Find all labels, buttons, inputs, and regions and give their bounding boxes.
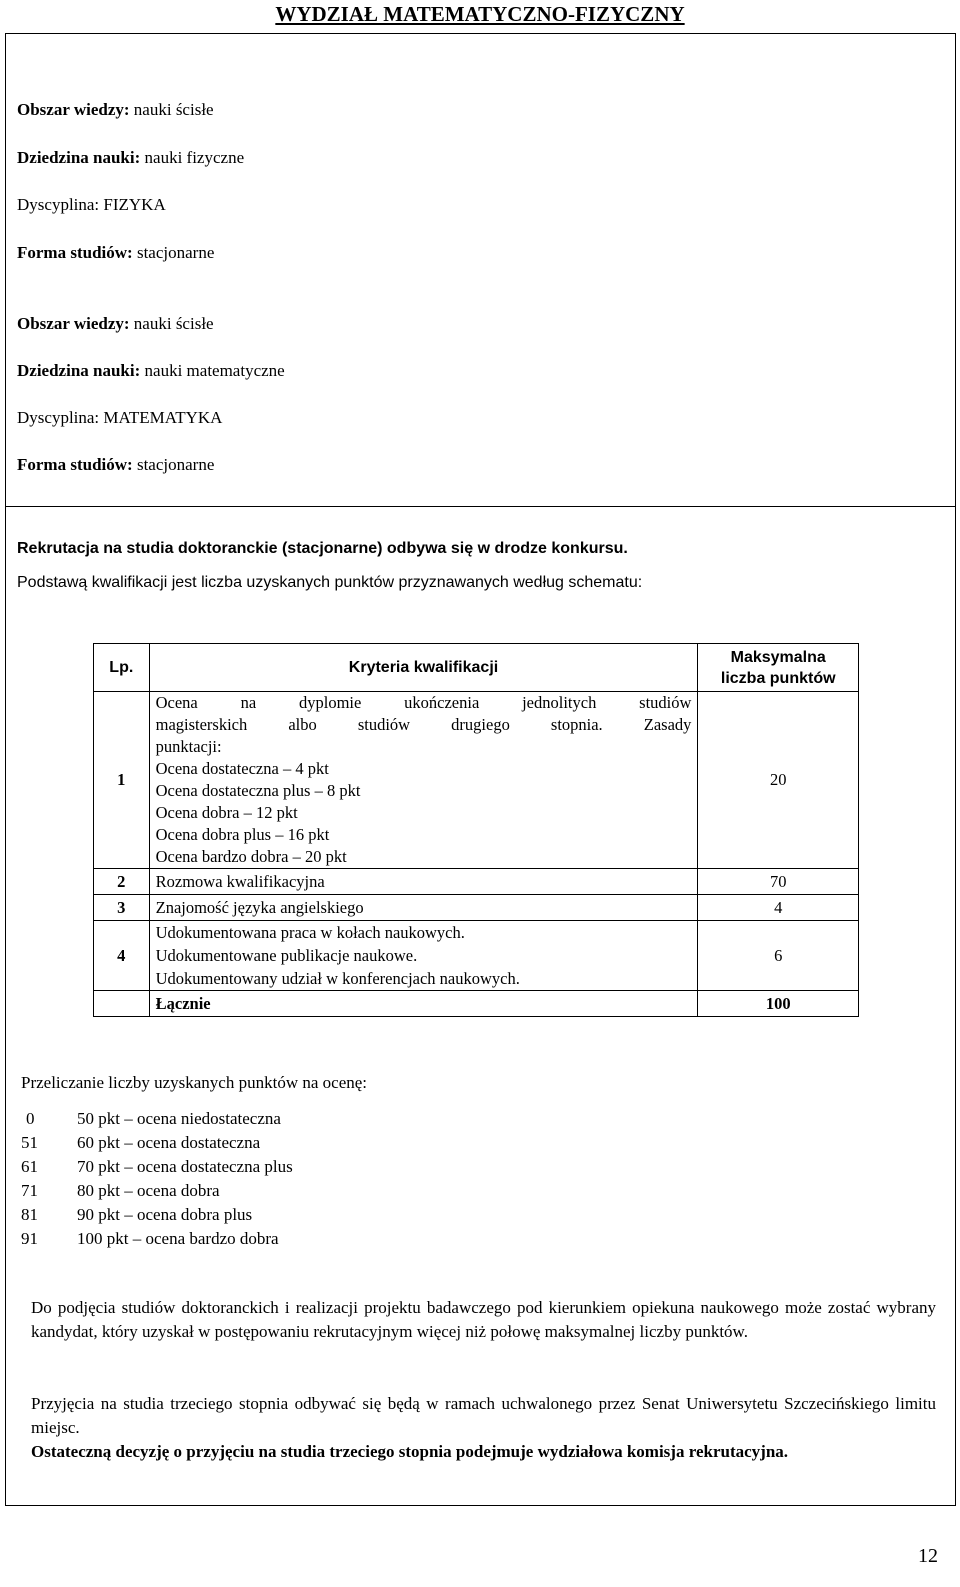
page-number: 12 (918, 1545, 938, 1567)
criteria-table (93, 643, 859, 1017)
row-lp: 4 (94, 921, 150, 991)
table-row (94, 869, 859, 895)
row-lp: 1 (94, 692, 150, 869)
header-lp: Lp. (94, 644, 150, 692)
paragraph-decision: Ostateczną decyzję o przyjęciu na studia trzeciego stopnia podejmuje wydziałowa komisja rekrutacyjna. (31, 1442, 789, 1461)
field-line: Forma studiów: stacjonarne (17, 243, 215, 262)
table-total-row (94, 991, 859, 1017)
conversion-row: 91 100 pkt – ocena bardzo dobra (21, 1229, 279, 1248)
intro-bold-line: Rekrutacja na studia doktoranckie (stacjonarne) odbywa się w drodze konkursu. (17, 540, 628, 557)
conversion-row: 61 70 pkt – ocena dostateczna plus (21, 1157, 293, 1176)
conversion-row: 71 80 pkt – ocena dobra (21, 1181, 220, 1200)
field-line: Obszar wiedzy: nauki ścisłe (17, 100, 214, 119)
field-line: Dziedzina nauki: nauki fizyczne (17, 148, 245, 167)
paragraph-limit: Przyjęcia na studia trzeciego stopnia odbywać się będą w ramach uchwalonego przez Senat Uniwersytetu Szczecińskiego limitu miejsc. (31, 1394, 936, 1437)
conversion-row: 51 60 pkt – ocena dostateczna (21, 1133, 261, 1152)
table-row (94, 692, 859, 869)
intro-line: Podstawą kwalifikacji jest liczba uzyskanych punktów przyznawanych według schematu: (17, 574, 643, 591)
conversion-heading: Przeliczanie liczby uzyskanych punktów na ocenę: (21, 1073, 368, 1092)
conversion-row: 0 50 pkt – ocena niedostateczna (26, 1109, 281, 1128)
row-max: 70 (698, 869, 859, 895)
row-criteria: Ocena na dyplomie ukończenia jednolitych studiów magisterskich albo studiów drugiego stopnia. Zasady punktacji: Ocena dostateczna – 4 pkt Ocena dostateczna plus – 8 pkt Ocena dobra – 12 pkt Ocena dobra plus – 16 pkt Ocena bardzo dobra – 20 pkt (149, 692, 698, 869)
row-criteria: Udokumentowana praca w kołach naukowych. Udokumentowane publikacje naukowe. Udokumentowany udział w konferencjach naukowych. (149, 921, 698, 991)
row-max: 6 (698, 921, 859, 991)
table-row (94, 921, 859, 991)
header-criteria: Kryteria kwalifikacji (149, 644, 698, 692)
paragraph-eligibility: Do podjęcia studiów doktoranckich i realizacji projektu badawczego pod kierunkiem opiekuna naukowego może zostać wybrany kandydat, który uzyskał w postępowaniu rekrutacyjnym więcej niż połowę maksymalnej liczby punktów. (31, 1298, 936, 1341)
table-header-row (94, 644, 859, 692)
header-max: Maksymalna liczba punktów (698, 644, 859, 692)
field-line: Obszar wiedzy: nauki ścisłe (17, 314, 214, 333)
row-max: 20 (698, 692, 859, 869)
total-label: Łącznie (149, 991, 698, 1017)
row-max: 4 (698, 895, 859, 921)
field-line: Dyscyplina: FIZYKA (17, 195, 166, 214)
row-criteria: Rozmowa kwalifikacyjna (149, 869, 698, 895)
table-row (94, 895, 859, 921)
field-line: Dziedzina nauki: nauki matematyczne (17, 361, 285, 380)
row-lp: 2 (94, 869, 150, 895)
field-line: Dyscyplina: MATEMATYKA (17, 408, 223, 427)
row-lp: 3 (94, 895, 150, 921)
row-criteria: Znajomość języka angielskiego (149, 895, 698, 921)
page-title: WYDZIAŁ MATEMATYCZNO-FIZYCZNY (275, 2, 685, 26)
total-max: 100 (698, 991, 859, 1017)
conversion-row: 81 90 pkt – ocena dobra plus (21, 1205, 253, 1224)
field-line: Forma studiów: stacjonarne (17, 455, 215, 474)
total-lp-empty (94, 991, 150, 1017)
